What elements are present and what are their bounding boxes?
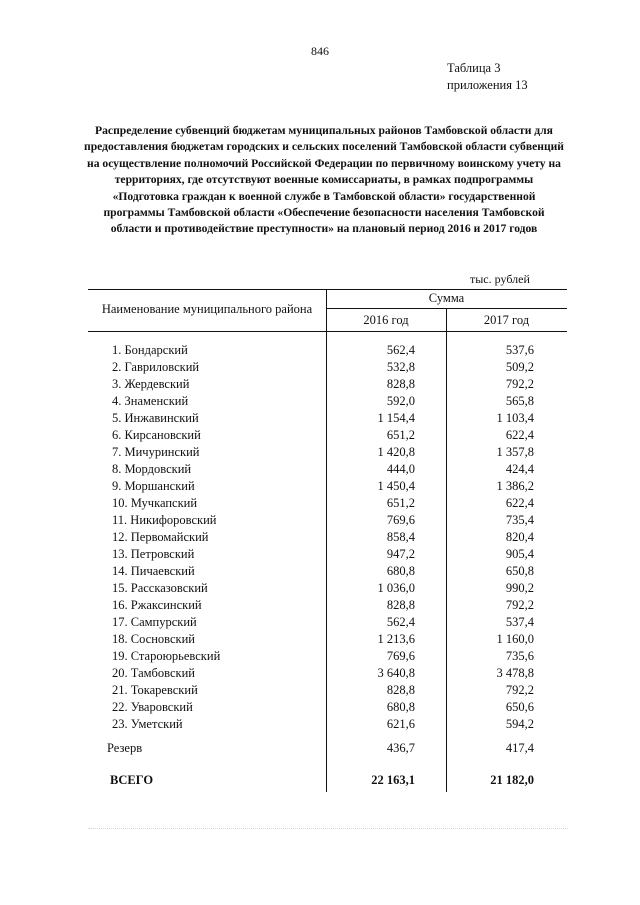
district-name: 7. Мичуринский (112, 445, 200, 459)
document-title: Распределение субвенций бюджетам муниципальных районов Тамбовской области для предоставления бюджетам городских и сельских поселений Тамбовской области субвенций на осуществление полномочий Российской Федерации по первичному воинскому учету на территориях, где отсутствуют военные комиссариаты, в рамках подпрограммы «Подготовка граждан к военной службе в Тамбовской области» государственной программы Тамбовской области «Обеспечение безопасности населения Тамбовской области и противодействие преступности» на плановый период 2016 и 2017 годов (84, 124, 564, 236)
table-row (100, 682, 545, 699)
district-name: 1. Бондарский (112, 343, 188, 357)
scan-artifact-line (88, 828, 568, 831)
table-row (100, 427, 545, 444)
table-row (100, 665, 545, 682)
table-row (100, 699, 545, 716)
district-name: 20. Тамбовский (112, 666, 195, 680)
value-2017: 792,2 (505, 683, 534, 697)
district-name: 19. Староюрьевский (112, 649, 221, 663)
header-bottom-rule (88, 331, 567, 332)
district-name: 6. Кирсановский (112, 428, 201, 442)
value-2016: 769,6 (386, 513, 415, 527)
value-2017: 21 182,0 (490, 773, 534, 787)
value-2017: 622,4 (505, 496, 534, 510)
value-2016: 769,6 (386, 649, 415, 663)
col-sum-header: Сумма (428, 291, 465, 305)
table-label: Таблица 3 (447, 61, 501, 75)
value-2016: 532,8 (386, 360, 415, 374)
value-2017: 735,4 (505, 513, 534, 527)
total-row (100, 769, 545, 791)
value-2016: 828,8 (386, 683, 415, 697)
header-top-rule (88, 289, 567, 290)
table-row (100, 444, 545, 461)
table-row (100, 563, 545, 580)
district-name: 23. Уметский (112, 717, 183, 731)
value-2016: 621,6 (386, 717, 415, 731)
table-row (100, 376, 545, 393)
value-2017: 622,4 (505, 428, 534, 442)
district-name: 13. Петровский (112, 547, 195, 561)
district-name: 22. Уваровский (112, 700, 193, 714)
table-reference (447, 60, 528, 94)
table-row (100, 614, 545, 631)
value-2016: 858,4 (386, 530, 415, 544)
district-name: 10. Мучкапский (112, 496, 198, 510)
table-row (100, 580, 545, 597)
table-row (100, 631, 545, 648)
value-2016: 1 154,4 (377, 411, 415, 425)
district-name: 21. Токаревский (112, 683, 198, 697)
appendix-label: приложения 13 (447, 78, 528, 92)
value-2016: 1 450,4 (377, 479, 415, 493)
value-2017: 3 478,8 (496, 666, 534, 680)
district-name: 2. Гавриловский (112, 360, 200, 374)
value-2017: 537,4 (505, 615, 534, 629)
value-2017: 424,4 (505, 462, 534, 476)
district-name: 18. Сосновский (112, 632, 195, 646)
reserve-row (100, 737, 545, 759)
table-row (100, 410, 545, 427)
district-name: 4. Знаменский (112, 394, 189, 408)
value-2017: 1 103,4 (496, 411, 534, 425)
district-name: 17. Сампурский (112, 615, 197, 629)
value-2016: 651,2 (386, 428, 415, 442)
col-2017-header: 2017 год (483, 313, 530, 327)
value-2016: 680,8 (386, 564, 415, 578)
value-2017: 1 357,8 (496, 445, 534, 459)
value-2017: 650,6 (505, 700, 534, 714)
table-row (100, 597, 545, 614)
table-body (100, 342, 545, 791)
value-2017: 594,2 (505, 717, 534, 731)
value-2016: 562,4 (386, 343, 415, 357)
district-name: Резерв (107, 741, 143, 755)
unit-label: тыс. рублей (470, 272, 530, 286)
value-2017: 820,4 (505, 530, 534, 544)
value-2016: 1 420,8 (377, 445, 415, 459)
table-row (100, 512, 545, 529)
value-2017: 417,4 (505, 741, 534, 755)
district-name: 5. Инжавинский (112, 411, 199, 425)
district-name: 16. Ржаксинский (112, 598, 202, 612)
table-row (100, 342, 545, 359)
value-2016: 3 640,8 (377, 666, 415, 680)
table-row (100, 478, 545, 495)
value-2016: 828,8 (386, 598, 415, 612)
page-number: 846 (311, 44, 329, 58)
district-name: 12. Первомайский (112, 530, 209, 544)
value-2016: 828,8 (386, 377, 415, 391)
district-name: 15. Рассказовский (112, 581, 208, 595)
value-2016: 1 213,6 (377, 632, 415, 646)
table-row (100, 359, 545, 376)
table-row (100, 461, 545, 478)
value-2017: 650,8 (505, 564, 534, 578)
col-name-header: Наименование муниципального района (101, 302, 313, 316)
value-2017: 735,6 (505, 649, 534, 663)
value-2016: 22 163,1 (371, 773, 415, 787)
value-2017: 792,2 (505, 598, 534, 612)
value-2017: 792,2 (505, 377, 534, 391)
col-2016-header: 2016 год (363, 313, 409, 327)
value-2017: 509,2 (505, 360, 534, 374)
value-2017: 990,2 (505, 581, 534, 595)
value-2016: 444,0 (386, 462, 415, 476)
table-row (100, 529, 545, 546)
value-2016: 436,7 (386, 741, 415, 755)
value-2017: 565,8 (505, 394, 534, 408)
table-row (100, 546, 545, 563)
value-2017: 1 386,2 (496, 479, 534, 493)
table-row (100, 393, 545, 410)
value-2016: 680,8 (386, 700, 415, 714)
table-row (100, 648, 545, 665)
value-2017: 1 160,0 (496, 632, 534, 646)
value-2016: 562,4 (386, 615, 415, 629)
value-2017: 905,4 (505, 547, 534, 561)
district-name: 3. Жердевский (112, 377, 190, 391)
district-name: 9. Моршанский (112, 479, 195, 493)
value-2016: 651,2 (386, 496, 415, 510)
district-name: 14. Пичаевский (112, 564, 195, 578)
table-row (100, 716, 545, 733)
district-name: ВСЕГО (110, 773, 154, 787)
value-2016: 592,0 (386, 394, 415, 408)
table-row (100, 495, 545, 512)
value-2017: 537,6 (505, 343, 534, 357)
district-name: 8. Мордовский (112, 462, 192, 476)
district-name: 11. Никифоровский (112, 513, 217, 527)
value-2016: 1 036,0 (377, 581, 415, 595)
value-2016: 947,2 (386, 547, 415, 561)
